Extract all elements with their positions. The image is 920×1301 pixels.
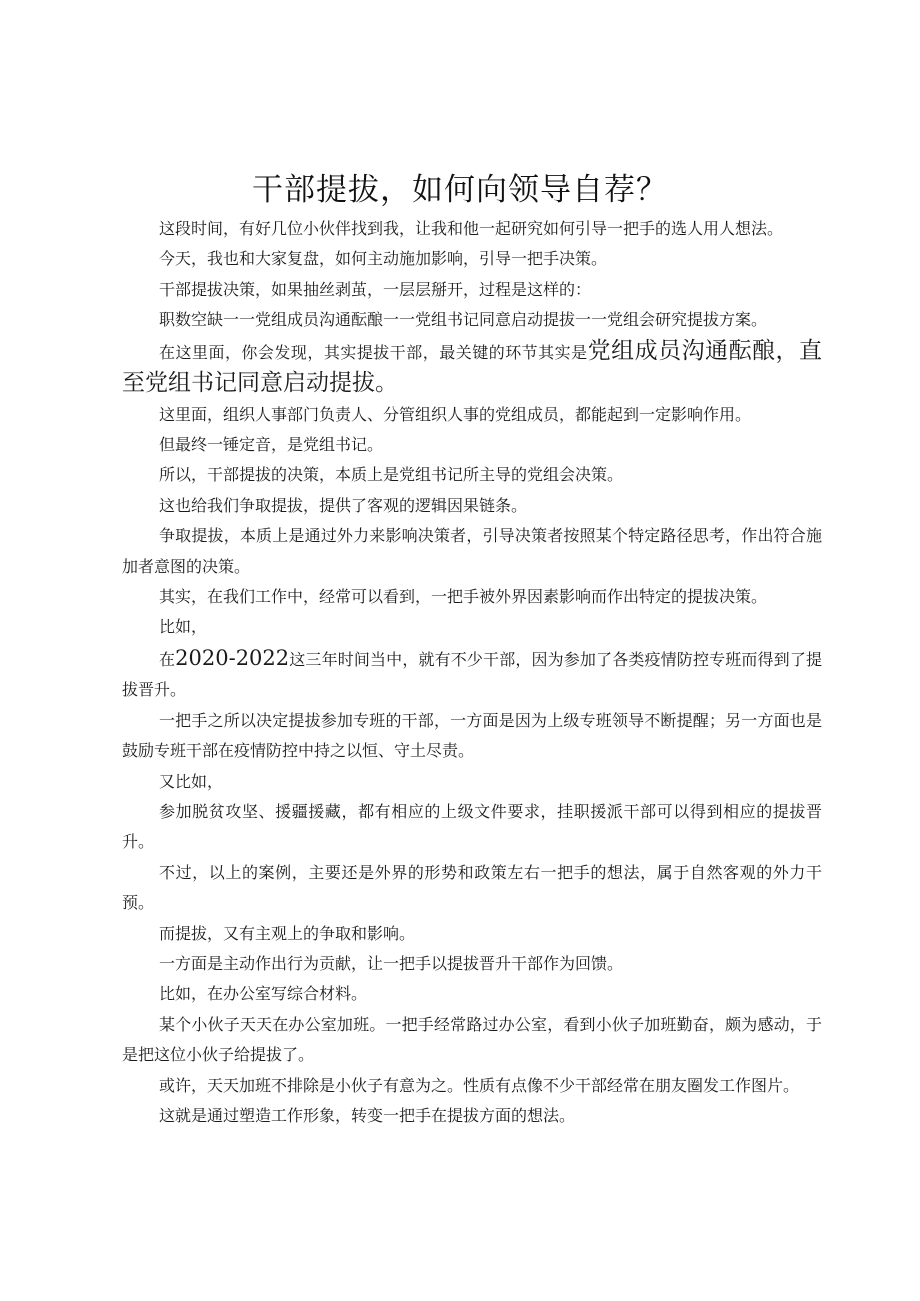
paragraph-text: 这三年时间当中，就有不少干部，因为参加了各类疫情防控专班而得到了提拔晋升。: [122, 649, 822, 700]
paragraph-emphasis: [122, 336, 822, 400]
paragraph: 一把手之所以决定提拔参加专班的干部，一方面是因为上级专班领导不断提醒；另一方面也是鼓励专班干部在疫情防控中持之以恒、守土尽责。: [122, 710, 822, 761]
paragraph: 但最终一锤定音，是党组书记。: [159, 435, 384, 455]
paragraph-with-year: [122, 643, 822, 706]
paragraph: 参加脱贫攻坚、援疆援藏，都有相应的上级文件要求，挂职援派干部可以得到相应的提拔晋升。: [122, 801, 822, 852]
paragraph: 一方面是主动作出行为贡献，让一把手以提拔晋升干部作为回馈。: [159, 953, 624, 973]
paragraph: 或许，天天加班不排除是小伙子有意为之。性质有点像不少干部经常在朋友圈发工作图片。: [159, 1075, 800, 1095]
paragraph: 这里面，组织人事部门负责人、分管组织人事的党组成员，都能起到一定影响作用。: [159, 404, 752, 424]
paragraph: 某个小伙子天天在办公室加班。一把手经常路过办公室，看到小伙子加班勤奋，颇为感动，于是把这位小伙子给提拔了。: [122, 1014, 822, 1065]
paragraph: 干部提拔决策，如果抽丝剥茧，一层层掰开，过程是这样的：: [159, 279, 592, 299]
paragraph: 职数空缺一一党组成员沟通酝酿一一党组书记同意启动提拔一一党组会研究提拔方案。: [159, 310, 768, 330]
paragraph: 比如，: [159, 617, 208, 637]
paragraph-text: 在: [159, 649, 176, 669]
paragraph: 今天，我也和大家复盘，如何主动施加影响，引导一把手决策。: [159, 249, 608, 269]
emphasis-text: 党组成员沟通酝酿，直至党组书记同意启动提拔。: [122, 337, 822, 396]
article-body: [122, 214, 822, 1131]
paragraph: 这也给我们争取提拔，提供了客观的逻辑因果链条。: [159, 495, 528, 515]
paragraph: 又比如，: [159, 771, 224, 791]
paragraph: 所以，干部提拔的决策，本质上是党组书记所主导的党组会决策。: [159, 465, 624, 485]
paragraph: 不过，以上的案例，主要还是外界的形势和政策左右一把手的想法，属于自然客观的外力干预。: [122, 862, 822, 913]
paragraph: 其实，在我们工作中，经常可以看到，一把手被外界因素影响而作出特定的提拔决策。: [159, 587, 768, 607]
paragraph-text: 在这里面，你会发现，其实提拔干部，最关键的环节其实是: [159, 342, 588, 362]
paragraph: 比如，在办公室写综合材料。: [159, 984, 368, 1004]
paragraph: 争取提拔，本质上是通过外力来影响决策者，引导决策者按照某个特定路径思考，作出符合施加者意图的决策。: [122, 526, 822, 576]
page-title: 干部提拔，如何向领导自荐？: [252, 172, 668, 208]
year-range: 2020-2022: [175, 645, 290, 670]
paragraph: 而提拔，又有主观上的争取和影响。: [159, 923, 416, 943]
paragraph: 这段时间，有好几位小伙伴找到我，让我和他一起研究如何引导一把手的选人用人想法。: [159, 219, 784, 238]
paragraph: 这就是通过塑造工作形象，转变一把手在提拔方面的想法。: [159, 1105, 576, 1125]
